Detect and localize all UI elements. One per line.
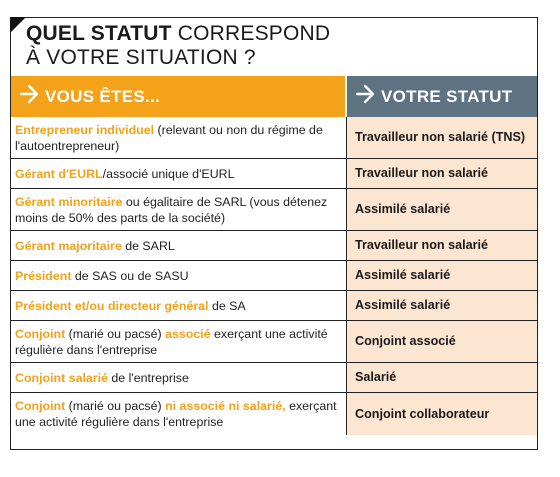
situation-keyword: ni associé ni salarié,	[165, 399, 286, 413]
situation-text	[15, 298, 246, 314]
situation-keyword: Conjoint salarié	[15, 370, 108, 385]
table-row	[11, 159, 537, 189]
table-header	[11, 76, 537, 117]
statut-cell: Assimilé salarié	[347, 291, 537, 320]
situation-keyword: Conjoint	[15, 399, 66, 413]
statut-cell: Assimilé salarié	[347, 189, 537, 230]
situation-keyword: Entrepreneur individuel	[15, 122, 155, 137]
statut-cell: Conjoint collaborateur	[347, 393, 537, 435]
right-arrow-icon	[355, 83, 375, 110]
situation-keyword: Conjoint	[15, 326, 66, 341]
situation-text	[15, 398, 338, 430]
situation-keyword: Gérant majoritaire	[15, 238, 122, 253]
situation-text	[15, 122, 338, 154]
situation-keyword: associé	[165, 326, 211, 341]
situation-cell	[11, 261, 347, 290]
situation-keyword: Gérant minoritaire	[15, 194, 123, 209]
situation-cell	[11, 189, 347, 230]
situation-text	[15, 238, 175, 254]
situation-cell	[11, 231, 347, 260]
status-rows	[11, 117, 537, 435]
table-row	[11, 231, 537, 261]
situation-text	[15, 166, 234, 182]
situation-detail: (marié ou pacsé)	[65, 399, 166, 413]
title-bold: QUEL STATUT	[26, 22, 172, 45]
situation-text	[15, 326, 338, 358]
corner-tab-decoration	[10, 17, 26, 33]
situation-cell	[11, 291, 347, 320]
statut-cell: Conjoint associé	[347, 321, 537, 362]
table-row	[11, 117, 537, 159]
situation-detail: de l'entreprise	[107, 370, 189, 385]
table-row	[11, 393, 537, 435]
table-row	[11, 291, 537, 321]
right-arrow-icon	[19, 83, 39, 110]
situation-detail: exerçant une activité régulière dans l'entreprise	[15, 399, 337, 429]
situation-text	[15, 370, 189, 386]
situation-detail: de SA	[208, 298, 246, 313]
situation-detail: de SARL	[121, 238, 175, 253]
page-title	[26, 22, 330, 70]
situation-detail: de SAS ou de SASU	[71, 268, 189, 283]
situation-text	[15, 194, 338, 226]
situation-keyword: Président	[15, 268, 72, 283]
header-situation-label: VOUS ÊTES...	[45, 86, 161, 106]
statut-cell: Travailleur non salarié (TNS)	[347, 117, 537, 158]
statut-cell: Travailleur non salarié	[347, 159, 537, 188]
table-row	[11, 363, 537, 393]
header-statut	[347, 76, 537, 117]
situation-detail: (marié ou pacsé)	[65, 326, 166, 341]
situation-detail: (relevant ou non du régime de l'autoentrepreneur)	[15, 122, 323, 153]
situation-detail: exerçant une activité régulière dans l'entreprise	[15, 326, 328, 357]
statut-cell: Travailleur non salarié	[347, 231, 537, 260]
title-rest: CORRESPOND	[177, 22, 331, 45]
situation-detail: /associé unique d'EURL	[102, 166, 235, 181]
situation-cell	[11, 117, 347, 158]
situation-detail: ou égalitaire de SARL (vous détenez moins de 50% des parts de la société)	[15, 194, 328, 225]
statut-cell: Assimilé salarié	[347, 261, 537, 290]
table-row	[11, 189, 537, 231]
situation-cell	[11, 393, 347, 435]
title-line2: À VOTRE SITUATION ?	[26, 46, 256, 69]
situation-text	[15, 268, 189, 284]
header-statut-label: VOTRE STATUT	[381, 86, 513, 106]
situation-keyword: Gérant d'EURL	[15, 166, 103, 181]
situation-keyword: Président et/ou directeur général	[15, 298, 209, 313]
statut-cell: Salarié	[347, 363, 537, 392]
situation-cell	[11, 363, 347, 392]
situation-cell	[11, 159, 347, 188]
situation-cell	[11, 321, 347, 362]
table-row	[11, 261, 537, 291]
header-situation	[11, 76, 347, 117]
table-row	[11, 321, 537, 363]
